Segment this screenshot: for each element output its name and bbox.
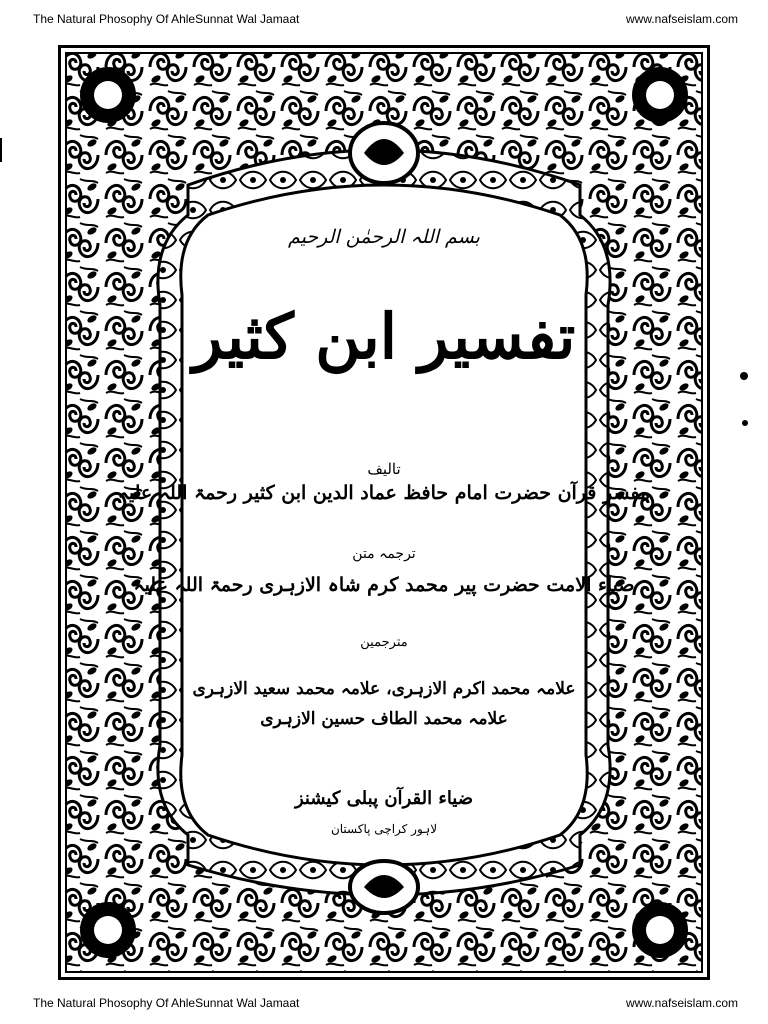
editors-label: مترجمین: [360, 635, 408, 650]
translator-label: ترجمہ متن: [352, 546, 416, 562]
publisher-cities: لاہور کراچی پاکستان: [330, 822, 438, 836]
translator-name: ضیاء الامت حضرت پیر محمد کرم شاہ الازہری رحمۃ اللہ علیہ: [133, 574, 635, 596]
bismillah-calligraphy: بسم اللہ الرحمٰن الرحیم: [288, 226, 480, 248]
editors-line-1: علامہ محمد اکرم الازہری، علامہ محمد سعید الازہری: [192, 679, 576, 699]
page-header-title: The Natural Phosophy Of AhleSunnat Wal Jamaat: [33, 12, 300, 26]
editors-line-2: علامہ محمد الطاف حسین الازہری: [260, 709, 508, 729]
page-footer-website[interactable]: www.nafseislam.com: [625, 996, 738, 1010]
book-title: تفسیر ابن کثیر: [192, 300, 576, 373]
scan-mark: [740, 372, 748, 380]
publisher-name: ضیاء القرآن پبلی کیشنز: [294, 788, 474, 809]
author-label: تالیف: [367, 460, 401, 478]
scan-mark: [742, 420, 748, 426]
scan-mark: [0, 138, 2, 162]
page-footer-title: The Natural Phosophy Of AhleSunnat Wal Jamaat: [33, 996, 300, 1010]
page-header-website[interactable]: www.nafseislam.com: [625, 12, 738, 26]
author-name: مفسر قرآن حضرت امام حافظ عماد الدین ابن کثیر رحمۃ اللہ علیہ: [117, 482, 651, 504]
